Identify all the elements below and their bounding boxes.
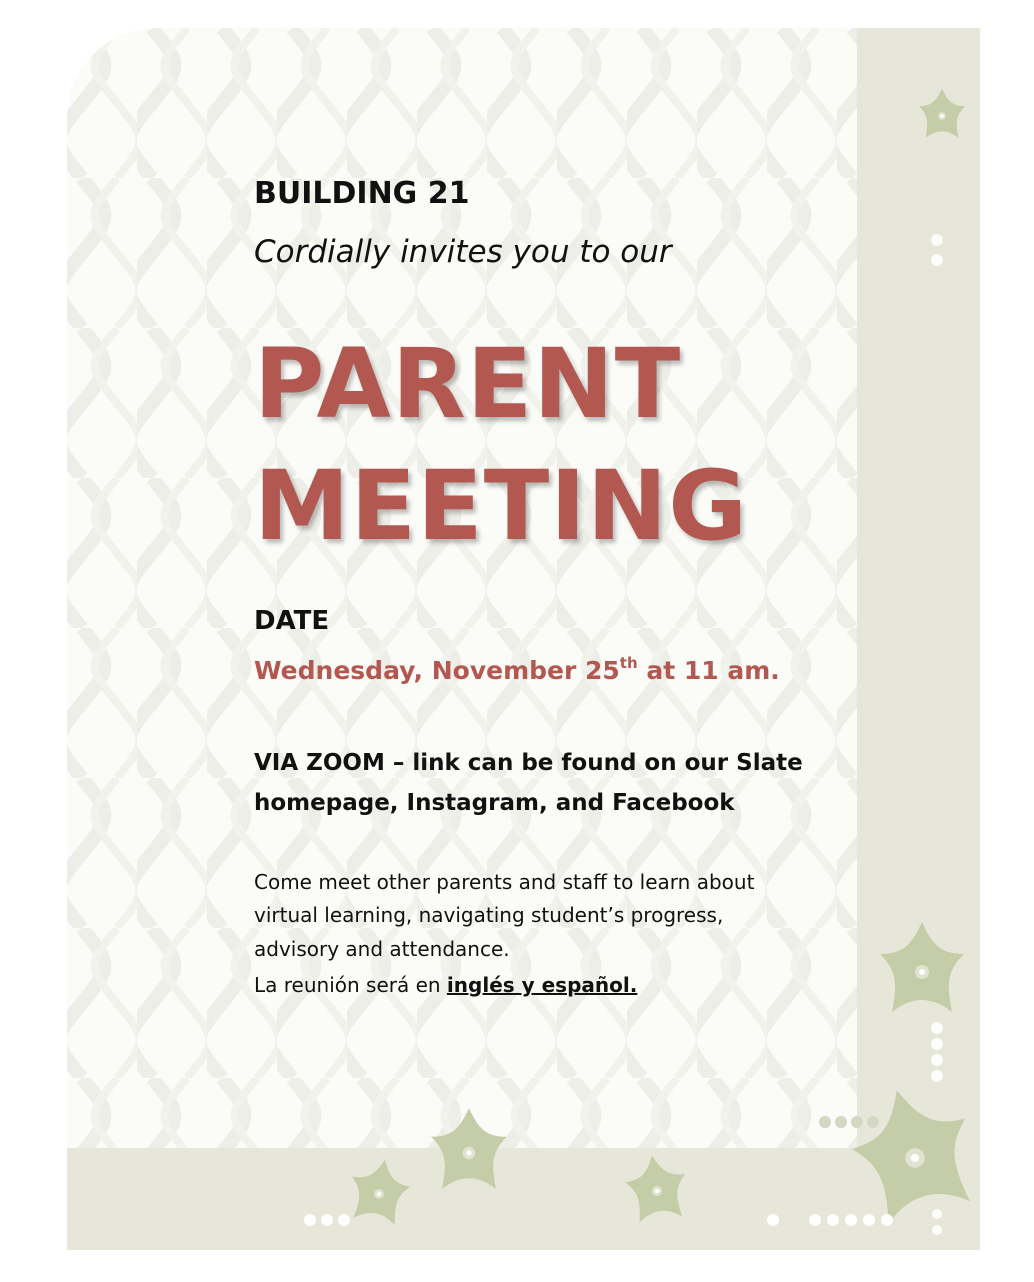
title-line-meeting: MEETING (254, 450, 749, 562)
date-ordinal-suffix: th (619, 654, 638, 672)
title-line-parent: PARENT (254, 328, 682, 440)
flyer-page (67, 28, 980, 1250)
description-line1: Come meet other parents and staff to learn about (254, 870, 755, 894)
spanish-note-text: La reunión será en (254, 973, 447, 997)
invite-line: Cordially invites you to our (254, 234, 672, 270)
right-border-band (857, 28, 980, 1250)
organization-name: BUILDING 21 (254, 176, 470, 211)
date-label: DATE (254, 606, 330, 636)
date-value-main: Wednesday, November 25 (254, 656, 620, 685)
description-line2: virtual learning, navigating student’s progress, (254, 903, 724, 927)
zoom-info-line2: homepage, Instagram, and Facebook (254, 790, 735, 816)
spanish-note-emphasis: inglés y español. (446, 973, 638, 997)
description-line3: advisory and attendance. (254, 937, 510, 961)
bottom-border-band (67, 1148, 980, 1250)
date-value (254, 654, 780, 685)
spanish-note (254, 973, 637, 997)
zoom-info-line1: VIA ZOOM – link can be found on our Slate (254, 750, 803, 776)
date-value-time: at 11 am. (637, 656, 780, 685)
